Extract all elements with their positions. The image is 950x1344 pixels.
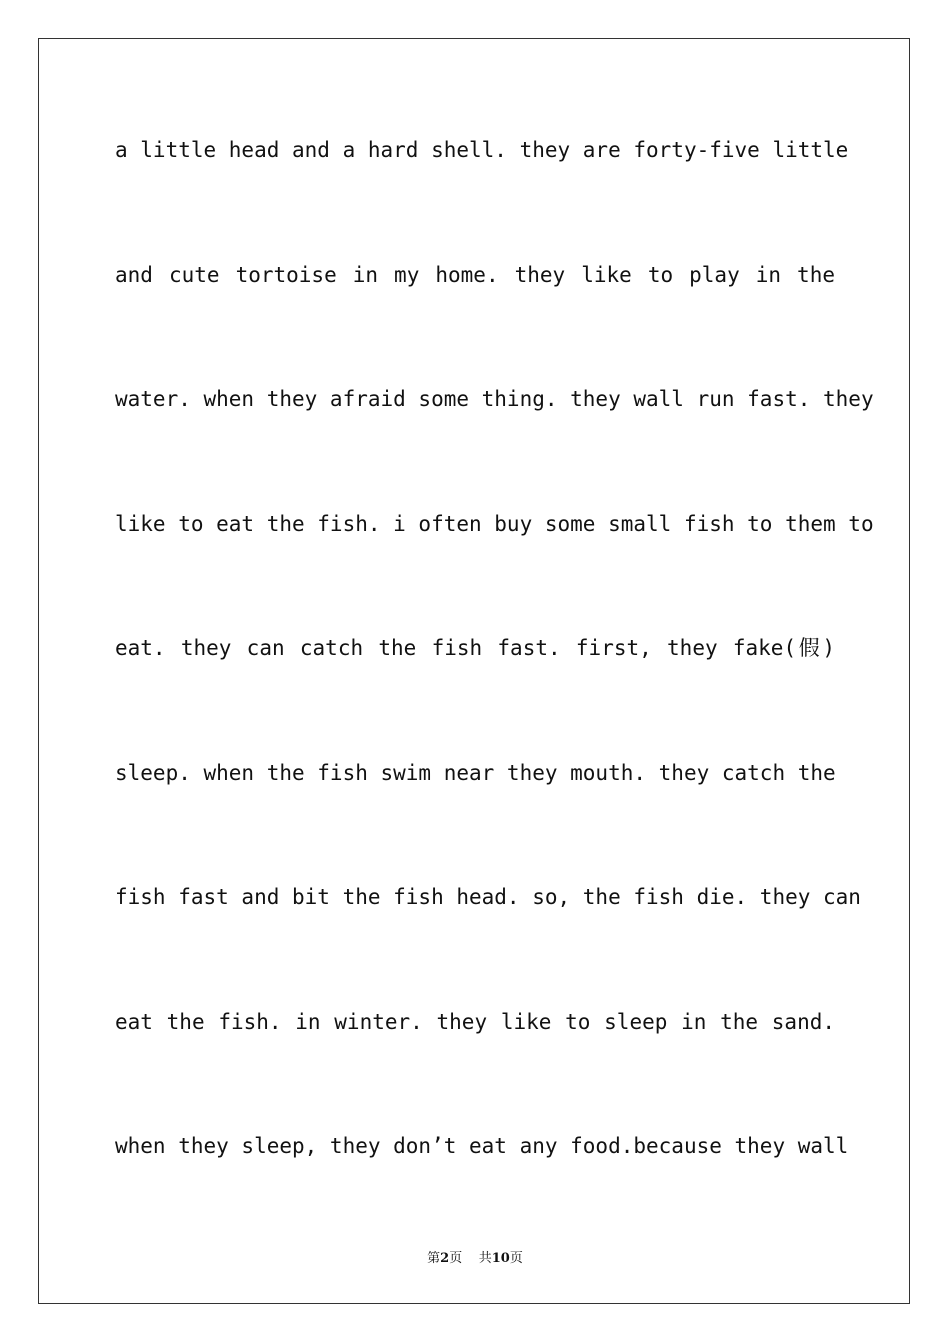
page-footer	[0, 1247, 950, 1266]
total-pages-prefix: 共	[478, 1251, 492, 1266]
body-text-line-5: eat. they can catch the fish fast. first, they fake(假)	[115, 636, 835, 660]
total-pages-suffix: 页	[509, 1251, 523, 1266]
page-number: 2	[440, 1251, 450, 1266]
total-pages: 10	[491, 1251, 510, 1266]
page-number-suffix: 页	[449, 1251, 463, 1266]
body-text-line-1: a little head and a hard shell. they are forty-five little	[115, 138, 849, 162]
body-text-line-6: sleep. when the fish swim near they mouth. they catch the	[115, 761, 836, 785]
body-text-line-8: eat the fish. in winter. they like to sleep in the sand.	[115, 1010, 835, 1034]
body-text-line-7: fish fast and bit the fish head. so, the fish die. they can	[115, 885, 861, 909]
body-text-line-2: and cute tortoise in my home. they like to play in the	[115, 263, 835, 287]
page-number-prefix: 第	[427, 1251, 441, 1266]
body-text-line-4: like to eat the fish. i often buy some small fish to them to	[115, 512, 874, 536]
body-text-line-9: when they sleep, they don’t eat any food.because they wall	[115, 1134, 849, 1158]
page-border	[38, 38, 910, 1304]
body-text-line-3: water. when they afraid some thing. they wall run fast. they	[115, 387, 874, 411]
